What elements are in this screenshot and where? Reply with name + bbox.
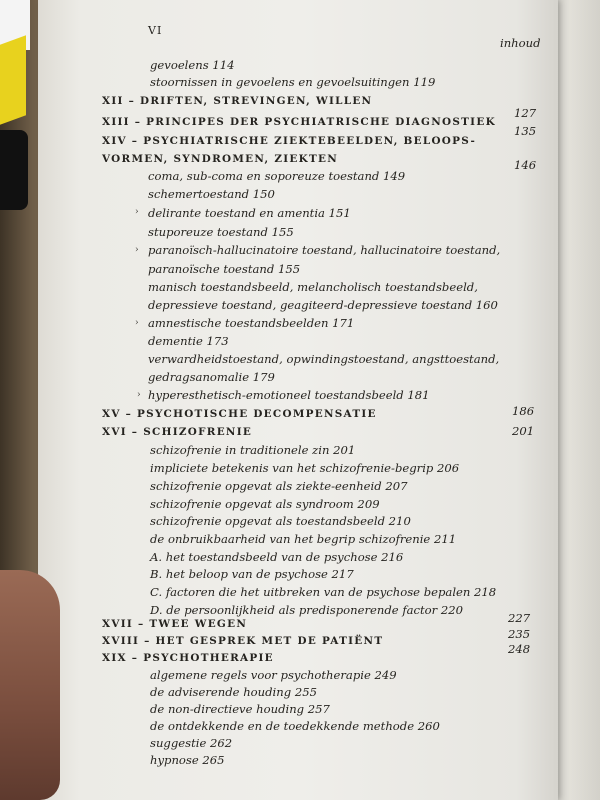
toc-chapter: XIV – PSYCHIATRISCHE ZIEKTEBEELDEN, BELOOPS- <box>102 135 477 147</box>
toc-chapter: XVIII – HET GESPREK MET DE PATIËNT <box>102 635 384 647</box>
toc-chapter-page: 127 <box>514 106 537 120</box>
toc-subentry: amnestische toestandsbeelden 171 <box>148 316 355 330</box>
background-yellow-object <box>0 35 26 124</box>
pencil-mark: › <box>135 318 139 328</box>
toc-subentry: de ontdekkende en de toedekkende methode 260 <box>150 719 440 733</box>
toc-subentry: schemertoestand 150 <box>148 187 275 201</box>
pencil-mark: › <box>135 245 139 255</box>
page-roman-number: VI <box>148 24 163 37</box>
toc-subentry: stuporeuze toestand 155 <box>148 225 294 239</box>
toc-subentry: schizofrenie in traditionele zin 201 <box>150 443 356 457</box>
toc-subentry-continued: gedragsanomalie 179 <box>148 370 275 384</box>
toc-chapter: XV – PSYCHOTISCHE DECOMPENSATIE <box>102 408 377 420</box>
toc-subentry: schizofrenie opgevat als syndroom 209 <box>150 497 380 511</box>
toc-subentry: impliciete betekenis van het schizofrenie-begrip 206 <box>150 461 460 475</box>
toc-subentry: de onbruikbaarheid van het begrip schizofrenie 211 <box>150 532 457 546</box>
toc-subentry: stoornissen in gevoelens en gevoelsuitingen 119 <box>150 75 436 89</box>
toc-chapter-continued: VORMEN, SYNDROMEN, ZIEKTEN <box>102 153 339 165</box>
toc-chapter-page: 186 <box>512 404 535 418</box>
hand-holding-book <box>0 570 60 800</box>
toc-subentry: coma, sub-coma en soporeuze toestand 149 <box>148 169 406 183</box>
toc-subentry: algemene regels voor psychotherapie 249 <box>150 668 397 682</box>
toc-subentry: suggestie 262 <box>150 736 233 750</box>
toc-subentry-continued: depressieve toestand, geagiteerd-depressieve toestand 160 <box>148 298 498 312</box>
toc-subentry: manisch toestandsbeeld, melancholisch toestandsbeeld, <box>148 280 478 294</box>
toc-chapter-page: 146 <box>514 158 537 172</box>
toc-subentry-continued: paranoïsche toestand 155 <box>148 262 301 276</box>
toc-subentry: de adviserende houding 255 <box>150 685 317 699</box>
toc-subentry: schizofrenie opgevat als toestandsbeeld 210 <box>150 514 411 528</box>
toc-chapter: XIX – PSYCHOTHERAPIE <box>102 652 274 664</box>
toc-subentry: hyperesthetisch-emotioneel toestandsbeeld 181 <box>148 388 430 402</box>
toc-subentry: dementie 173 <box>148 334 229 348</box>
toc-subentry: delirante toestand en amentia 151 <box>148 206 351 220</box>
toc-subentry: paranoïsch-hallucinatoire toestand, hallucinatoire toestand, <box>148 243 501 257</box>
toc-subsection: D. de persoonlijkheid als predisponerende factor 220 <box>150 603 464 617</box>
toc-chapter: XII – DRIFTEN, STREVINGEN, WILLEN <box>102 95 373 107</box>
toc-subentry: verwardheidstoestand, opwindingstoestand, angsttoestand, <box>148 352 500 366</box>
toc-subentry: schizofrenie opgevat als ziekte-eenheid 207 <box>150 479 408 493</box>
toc-subsection: B. het beloop van de psychose 217 <box>150 567 354 581</box>
toc-chapter-page: 235 <box>508 627 531 641</box>
toc-chapter-page: 135 <box>514 124 537 138</box>
toc-subentry: de non-directieve houding 257 <box>150 702 330 716</box>
toc-subsection: C. factoren die het uitbreken van de psychose bepalen 218 <box>150 585 497 599</box>
book-page <box>38 0 558 800</box>
toc-chapter: XVII – TWEE WEGEN <box>102 618 248 630</box>
toc-chapter-page: 227 <box>508 611 531 625</box>
pencil-mark: › <box>137 390 141 400</box>
toc-subentry: gevoelens 114 <box>150 58 235 72</box>
toc-chapter: XVI – SCHIZOFRENIE <box>102 426 253 438</box>
pencil-mark: › <box>135 207 139 217</box>
toc-subsection: A. het toestandsbeeld van de psychose 216 <box>150 550 404 564</box>
toc-chapter: XIII – PRINCIPES DER PSYCHIATRISCHE DIAGNOSTIEK <box>102 116 496 128</box>
running-header: inhoud <box>500 36 541 50</box>
toc-chapter-page: 248 <box>508 642 531 656</box>
background-dark-object <box>0 130 28 210</box>
toc-chapter-page: 201 <box>512 424 535 438</box>
toc-subentry: hypnose 265 <box>150 753 225 767</box>
